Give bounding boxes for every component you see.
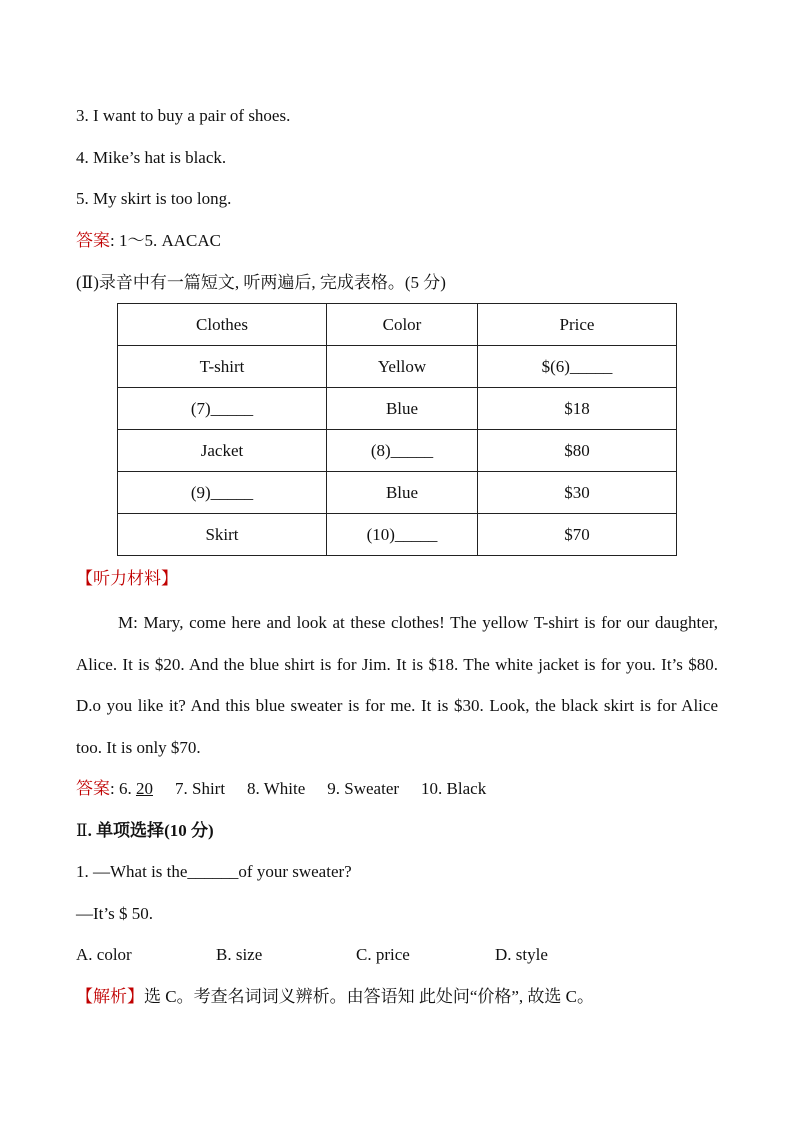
table-cell: Yellow [327,346,478,388]
table-cell: (8)_____ [327,430,478,472]
answer-line-2 [76,778,486,800]
table-header-cell: Clothes [118,304,327,346]
question-5: 5. My skirt is too long. [76,189,232,208]
answer-6: 20 [135,779,153,798]
answer-label: 答案 [76,231,110,250]
table-row [118,514,677,556]
answer-prefix: : 6. [110,779,136,798]
question-1-reply: —It’s $ 50. [76,904,153,923]
clothes-table [117,303,677,556]
analysis-label: 【解析】 [76,987,144,1006]
table-cell: Jacket [118,430,327,472]
table-cell: (7)_____ [118,388,327,430]
table-cell: $80 [478,430,677,472]
table-cell: Blue [327,388,478,430]
answer-text: : 1～5. AACAC [110,231,221,250]
table-cell: Blue [327,472,478,514]
table-header-row [118,304,677,346]
option-a: A. color [76,945,132,964]
table-header-cell: Color [327,304,478,346]
table-cell: Skirt [118,514,327,556]
answer-label: 答案 [76,779,110,798]
table-cell: $70 [478,514,677,556]
answer-10: 10. Black [421,779,487,798]
table-row [118,430,677,472]
table-cell: (10)_____ [327,514,478,556]
question-1-stem: 1. —What is the______of your sweater? [76,862,352,881]
table-row [118,472,677,514]
analysis-text: 选 C。考查名词词义辨析。由答语知 此处问“价格”, 故选 C。 [144,987,595,1006]
listening-material-paragraph [76,602,718,768]
answer-line-1 [76,230,221,252]
section-2-heading: (Ⅱ)录音中有一篇短文, 听两遍后, 完成表格。(5 分) [76,273,446,292]
section-numeral: Ⅱ [76,821,88,840]
table-header-cell: Price [478,304,677,346]
listening-material-text: M: Mary, come here and look at these clothes! The yellow T-shirt is for our daughter, Alice. It is $20. And the blue shirt is for Jim. It is $18. The white jacket is for you. It’s $80. D.o you like it? And this blue sweater is for me. It is $30. Look, the black skirt is for Alice too. It is only $70. [76,613,718,757]
answer-7: 7. Shirt [174,779,226,798]
question-3: 3. I want to buy a pair of shoes. [76,106,291,125]
table-cell: T-shirt [118,346,327,388]
table-cell: $(6)_____ [478,346,677,388]
table-row [118,388,677,430]
table-cell: $30 [478,472,677,514]
table-row [118,346,677,388]
listening-material-label: 【听力材料】 [76,569,178,588]
option-c: C. price [356,945,410,964]
answer-8: 8. White [247,779,306,798]
section-points: (10 分) [164,821,214,840]
table-cell: $18 [478,388,677,430]
analysis-line [76,986,594,1008]
option-b: B. size [216,945,263,964]
question-4: 4. Mike’s hat is black. [76,148,227,167]
section-II-heading [76,820,214,842]
answer-9: 9. Sweater [327,779,400,798]
option-d: D. style [495,945,548,964]
section-title: . 单项选择 [87,821,165,840]
table-cell: (9)_____ [118,472,327,514]
